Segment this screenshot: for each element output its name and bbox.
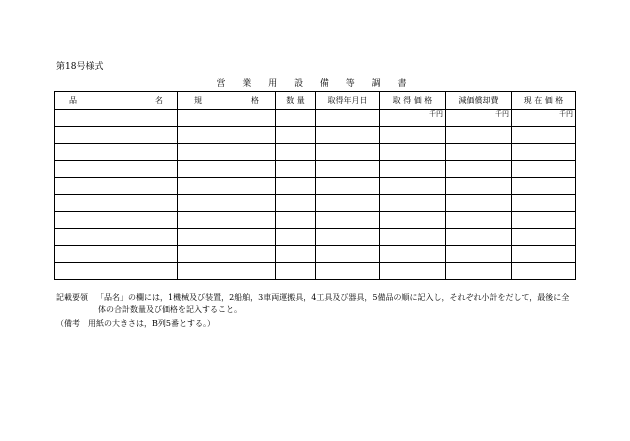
table-row (55, 246, 576, 263)
table-cell[interactable] (55, 144, 178, 161)
table-row (55, 178, 576, 195)
table-cell[interactable] (276, 229, 316, 246)
instructions-line-2: 体の合計数量及び価格を記入すること。 (98, 305, 242, 314)
table-cell[interactable] (316, 161, 380, 178)
table-cell[interactable] (380, 246, 446, 263)
instructions-line-1: 「品名」の欄には，1機械及び装置，2船舶，3車両運搬具，4工具及び器具，5備品の順に記入し，それぞれ小計をだして，最後に全 (96, 293, 570, 302)
table-cell[interactable] (55, 161, 178, 178)
table-cell[interactable] (512, 246, 576, 263)
table-cell[interactable] (316, 229, 380, 246)
table-cell[interactable] (446, 178, 512, 195)
table-row (55, 229, 576, 246)
header-current-price: 現 在 価 格 (512, 92, 576, 110)
table-cell[interactable] (55, 195, 178, 212)
table-cell[interactable] (316, 263, 380, 280)
table-cell[interactable] (512, 127, 576, 144)
instructions-label: 記載要領 (56, 293, 88, 302)
table-cell[interactable] (276, 246, 316, 263)
table-cell[interactable] (316, 178, 380, 195)
table-cell[interactable] (55, 246, 178, 263)
table-cell[interactable] (178, 195, 276, 212)
table-cell[interactable] (316, 110, 380, 127)
header-acquired-date: 取得年月日 (316, 92, 380, 110)
header-spec: 規 格 (178, 92, 276, 110)
table-row (55, 144, 576, 161)
table-cell[interactable] (178, 127, 276, 144)
table-cell[interactable] (276, 195, 316, 212)
table-cell[interactable] (380, 144, 446, 161)
table-cell[interactable] (316, 144, 380, 161)
table-cell[interactable] (380, 195, 446, 212)
table-cell[interactable] (446, 161, 512, 178)
table-cell[interactable] (55, 110, 178, 127)
table-cell[interactable] (446, 246, 512, 263)
header-quantity: 数 量 (276, 92, 316, 110)
table-cell[interactable] (178, 229, 276, 246)
table-cell[interactable] (276, 110, 316, 127)
table-cell[interactable] (178, 246, 276, 263)
instructions (56, 292, 576, 316)
table-cell[interactable] (178, 144, 276, 161)
table-cell[interactable] (446, 229, 512, 246)
table-cell[interactable] (316, 195, 380, 212)
unit-label-acquisition: 千円 (380, 110, 446, 127)
table-cell[interactable] (446, 195, 512, 212)
table-cell[interactable] (276, 161, 316, 178)
section-separator (55, 212, 576, 229)
table-cell[interactable] (512, 161, 576, 178)
form-number: 第18号様式 (56, 62, 104, 72)
table-cell[interactable] (512, 195, 576, 212)
header-row (55, 92, 576, 110)
table-cell[interactable] (512, 178, 576, 195)
equipment-table (54, 91, 576, 280)
table-row (55, 263, 576, 280)
table-cell[interactable] (316, 127, 380, 144)
table-row (55, 110, 576, 127)
table-cell[interactable] (55, 178, 178, 195)
document-title: 営 業 用 設 備 等 調 書 (216, 79, 414, 89)
unit-label-current: 千円 (512, 110, 576, 127)
table-cell[interactable] (178, 178, 276, 195)
table-cell[interactable] (512, 144, 576, 161)
header-item-name: 品 名 (55, 92, 178, 110)
table-cell[interactable] (316, 246, 380, 263)
table-cell[interactable] (276, 144, 316, 161)
table-cell[interactable] (446, 127, 512, 144)
table-row (55, 195, 576, 212)
table-cell[interactable] (178, 110, 276, 127)
table-cell[interactable] (276, 178, 316, 195)
table-cell[interactable] (55, 263, 178, 280)
table-row (55, 161, 576, 178)
table-cell[interactable] (380, 178, 446, 195)
table-cell[interactable] (380, 127, 446, 144)
table-cell[interactable] (380, 161, 446, 178)
table-row (55, 127, 576, 144)
table-cell[interactable] (512, 229, 576, 246)
table-cell[interactable] (446, 144, 512, 161)
table-cell[interactable] (178, 161, 276, 178)
table-cell[interactable] (178, 263, 276, 280)
header-depreciation: 減価償却費 (446, 92, 512, 110)
table-cell[interactable] (512, 263, 576, 280)
unit-label-depreciation: 千円 (446, 110, 512, 127)
table-cell[interactable] (55, 229, 178, 246)
header-acquisition-price: 取 得 価 格 (380, 92, 446, 110)
table-cell[interactable] (276, 263, 316, 280)
table-cell[interactable] (380, 263, 446, 280)
remark: （備考 用紙の大きさは，B列5番とする。） (56, 319, 215, 328)
table-cell[interactable] (380, 229, 446, 246)
table-cell[interactable] (446, 263, 512, 280)
table-cell[interactable] (276, 127, 316, 144)
table-cell[interactable] (55, 127, 178, 144)
